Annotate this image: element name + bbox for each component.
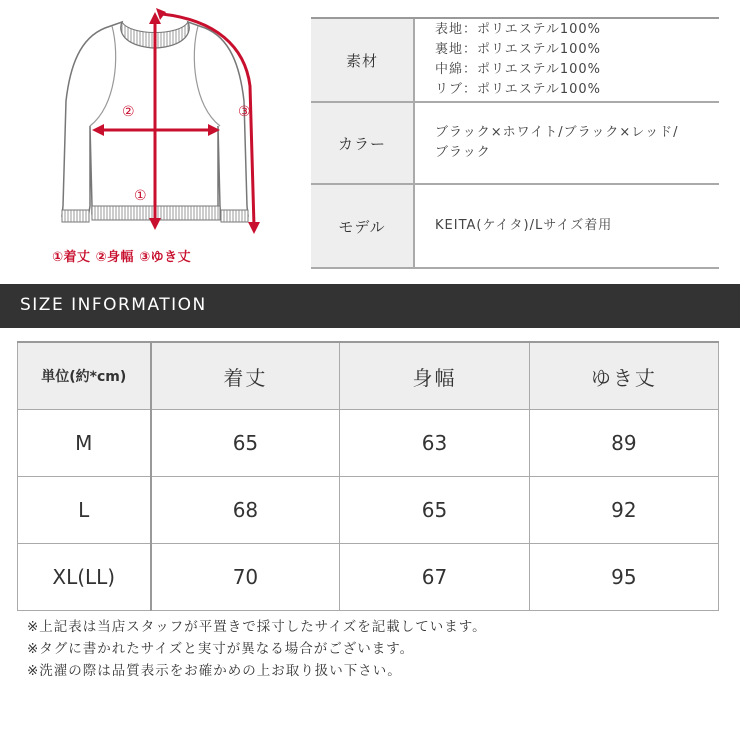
size-value: 92: [529, 477, 718, 544]
color-line: ブラック×ホワイト/ブラック×レッド/: [435, 125, 679, 140]
size-value: 65: [151, 410, 340, 477]
size-table-header: [18, 342, 719, 410]
size-value: 70: [151, 544, 340, 611]
header-unit: 単位(約*cm): [18, 342, 151, 410]
table-row: [18, 477, 719, 544]
header-width: 身幅: [340, 342, 529, 410]
size-name: M: [18, 410, 151, 477]
model-line: KEITA(ケイタ)/Lサイズ着用: [435, 218, 613, 233]
marker-sleeve: ③: [238, 104, 251, 120]
section-title: SIZE INFORMATION: [20, 295, 207, 315]
note-line: ※上記表は当店スタッフが平置きで採寸したサイズを記載しています。: [27, 619, 487, 635]
size-name: L: [18, 477, 151, 544]
size-value: 65: [340, 477, 529, 544]
notes: [27, 616, 487, 682]
size-name: XL(LL): [18, 544, 151, 611]
note-line: ※洗濯の際は品質表示をお確かめの上お取り扱い下さい。: [27, 663, 402, 679]
spec-row-model: [311, 185, 719, 269]
spec-row-material: [311, 19, 719, 103]
spec-value-material: [415, 19, 719, 101]
header-length: 着丈: [151, 342, 340, 410]
table-row: [18, 410, 719, 477]
material-line: 表地：ポリエステル100%: [435, 22, 601, 37]
garment-diagram: [40, 6, 280, 270]
size-value: 67: [340, 544, 529, 611]
header-sleeve: ゆき丈: [529, 342, 718, 410]
size-info-header: [0, 284, 740, 328]
material-line: リブ：ポリエステル100%: [435, 82, 601, 97]
material-line: 中綿：ポリエステル100%: [435, 62, 601, 77]
color-line: ブラック: [435, 145, 491, 160]
spec-table: [311, 17, 719, 269]
measurement-legend: ①着丈 ②身幅 ③ゆき丈: [52, 250, 192, 265]
size-value: 68: [151, 477, 340, 544]
size-value: 63: [340, 410, 529, 477]
table-row: [18, 544, 719, 611]
spec-value-color: [415, 103, 719, 183]
spec-row-color: [311, 103, 719, 185]
note-line: ※タグに書かれたサイズと実寸が異なる場合がございます。: [27, 641, 415, 657]
size-value: 95: [529, 544, 718, 611]
sweater-illustration: [40, 6, 280, 270]
size-table: [17, 341, 719, 611]
spec-value-model: [415, 185, 719, 267]
marker-width: ②: [122, 104, 135, 120]
spec-label-color: カラー: [311, 103, 415, 183]
spec-label-material: 素材: [311, 19, 415, 101]
spec-label-model: モデル: [311, 185, 415, 267]
marker-length: ①: [134, 188, 147, 204]
material-line: 裏地：ポリエステル100%: [435, 42, 601, 57]
size-value: 89: [529, 410, 718, 477]
